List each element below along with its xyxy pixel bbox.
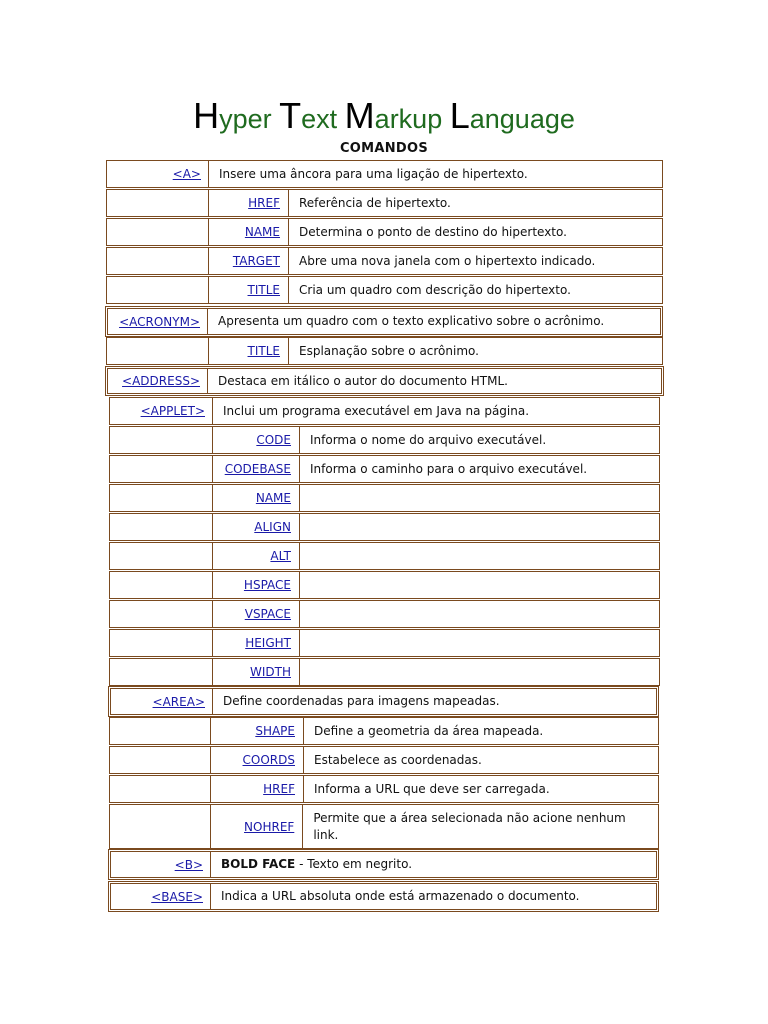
attr-link-title[interactable]: TITLE — [247, 283, 280, 297]
attr-description: Referência de hipertexto. — [299, 195, 451, 210]
attr-cell — [213, 601, 300, 627]
attr-cell — [211, 805, 304, 848]
attr-cell — [209, 248, 289, 274]
tag-cell — [111, 689, 213, 714]
tag-cell — [108, 369, 208, 393]
attr-cell — [213, 456, 300, 482]
bold-face-label: BOLD FACE — [221, 857, 296, 871]
tag-row-address — [105, 366, 664, 396]
attr-cell — [209, 338, 289, 364]
attr-row-applet-alt — [109, 542, 660, 570]
attr-link-target[interactable]: TARGET — [232, 254, 280, 268]
attr-cell — [209, 277, 289, 303]
attr-link-shape[interactable]: SHAPE — [255, 724, 295, 738]
attr-row-acronym-title — [106, 337, 663, 365]
title-initial-t: T — [279, 95, 302, 136]
attr-link-name[interactable]: NAME — [255, 491, 291, 505]
tag-cell — [111, 884, 211, 909]
attr-description: Define a geometria da área mapeada. — [314, 723, 544, 738]
attr-link-name[interactable]: NAME — [244, 225, 280, 239]
tag-description: Insere uma âncora para uma ligação de hipertexto. — [219, 166, 528, 181]
attr-row-applet-hspace — [109, 571, 660, 599]
attr-description — [300, 485, 318, 511]
tag-row-b — [108, 849, 659, 880]
attr-description: Esplanação sobre o acrônimo. — [299, 343, 479, 358]
attr-link-hspace[interactable]: HSPACE — [243, 578, 291, 592]
tag-row-acronym — [105, 306, 663, 337]
attr-description — [300, 572, 318, 598]
tag-row-area — [108, 686, 659, 717]
title-initial-m: M — [344, 95, 375, 136]
attr-row-a-title — [106, 276, 663, 304]
attr-cell — [213, 485, 300, 511]
tag-cell — [107, 161, 209, 187]
tag-row-base — [108, 881, 659, 912]
tag-description: Define coordenadas para imagens mapeadas. — [223, 694, 500, 708]
tag-description: Apresenta um quadro com o texto explicativo sobre o acrônimo. — [218, 314, 605, 328]
tag-link-base[interactable]: <BASE> — [151, 889, 203, 904]
title-word-t: ext — [301, 104, 345, 134]
attr-row-applet-align — [109, 513, 660, 541]
attr-link-href[interactable]: HREF — [263, 782, 295, 796]
attr-cell — [213, 427, 300, 453]
attr-row-applet-vspace — [109, 600, 660, 628]
attr-row-area-href — [109, 775, 659, 803]
attr-description: Determina o ponto de destino do hipertexto. — [299, 224, 567, 239]
tag-description: BOLD FACE - Texto em negrito. — [221, 857, 413, 871]
attr-row-area-nohref — [109, 804, 659, 849]
attr-row-a-name — [106, 218, 663, 246]
tag-cell — [108, 309, 208, 334]
attr-row-applet-codebase — [109, 455, 660, 483]
document-title — [0, 96, 768, 139]
tag-link-a[interactable]: <A> — [172, 167, 201, 181]
attr-description: Permite que a área selecionada não acione nenhum link. — [313, 810, 626, 842]
attr-link-vspace[interactable]: VSPACE — [244, 607, 291, 621]
attr-row-applet-name — [109, 484, 660, 512]
attr-description — [300, 659, 318, 685]
tag-link-applet[interactable]: <APPLET> — [140, 404, 205, 418]
attr-link-height[interactable]: HEIGHT — [245, 636, 291, 650]
attr-link-code[interactable]: CODE — [256, 433, 291, 447]
attr-link-alt[interactable]: ALT — [270, 549, 291, 563]
attr-cell — [213, 630, 300, 656]
title-initial-h: H — [193, 95, 220, 136]
attr-cell — [209, 190, 289, 216]
section-heading: COMANDOS — [339, 141, 429, 156]
attr-row-applet-code — [109, 426, 660, 454]
title-word-m: arkup — [374, 104, 450, 134]
tag-link-address[interactable]: <ADDRESS> — [122, 374, 200, 388]
attr-link-width[interactable]: WIDTH — [250, 665, 291, 679]
tag-link-b[interactable]: <B> — [174, 857, 203, 872]
tag-cell — [111, 852, 211, 877]
attr-cell — [213, 572, 300, 598]
tag-cell — [110, 398, 213, 424]
title-word-h: yper — [219, 104, 280, 134]
title-initial-l: L — [449, 95, 470, 136]
attr-cell — [213, 514, 300, 540]
attr-link-align[interactable]: ALIGN — [254, 520, 291, 534]
attr-link-nohref[interactable]: NOHREF — [244, 819, 295, 834]
attr-description — [300, 601, 318, 627]
tag-row-a — [106, 160, 663, 188]
attr-link-codebase[interactable]: CODEBASE — [224, 462, 291, 476]
attr-row-a-target — [106, 247, 663, 275]
attr-description: Informa o nome do arquivo executável. — [310, 432, 547, 447]
attr-description — [300, 630, 318, 656]
attr-row-area-coords — [109, 746, 659, 774]
attr-description — [300, 543, 318, 569]
tag-description: Destaca em itálico o autor do documento HTML. — [218, 373, 508, 388]
tag-row-applet — [109, 397, 660, 425]
attr-description: Informa o caminho para o arquivo executável. — [310, 461, 588, 476]
attr-description: Cria um quadro com descrição do hipertexto. — [299, 282, 571, 297]
attr-cell — [211, 718, 304, 744]
tag-link-acronym[interactable]: <ACRONYM> — [119, 314, 200, 329]
tag-link-area[interactable]: <AREA> — [152, 694, 205, 709]
attr-description: Estabelece as coordenadas. — [314, 752, 482, 767]
tag-description: Inclui um programa executável em Java na página. — [223, 403, 530, 418]
attr-description — [300, 514, 318, 540]
attr-row-a-href — [106, 189, 663, 217]
attr-description: Abre uma nova janela com o hipertexto indicado. — [299, 253, 596, 268]
attr-row-applet-height — [109, 629, 660, 657]
tag-description: Indica a URL absoluta onde está armazenado o documento. — [221, 889, 580, 903]
attr-link-title[interactable]: TITLE — [247, 344, 280, 358]
attr-cell — [211, 747, 304, 773]
attr-row-applet-width — [109, 658, 660, 686]
attr-cell — [213, 543, 300, 569]
attr-row-area-shape — [109, 717, 659, 745]
title-word-l: anguage — [469, 104, 575, 134]
attr-link-coords[interactable]: COORDS — [242, 753, 295, 767]
attr-cell — [209, 219, 289, 245]
attr-cell — [213, 659, 300, 685]
attr-cell — [211, 776, 304, 802]
attr-link-href[interactable]: HREF — [248, 196, 280, 210]
attr-description: Informa a URL que deve ser carregada. — [314, 781, 550, 796]
